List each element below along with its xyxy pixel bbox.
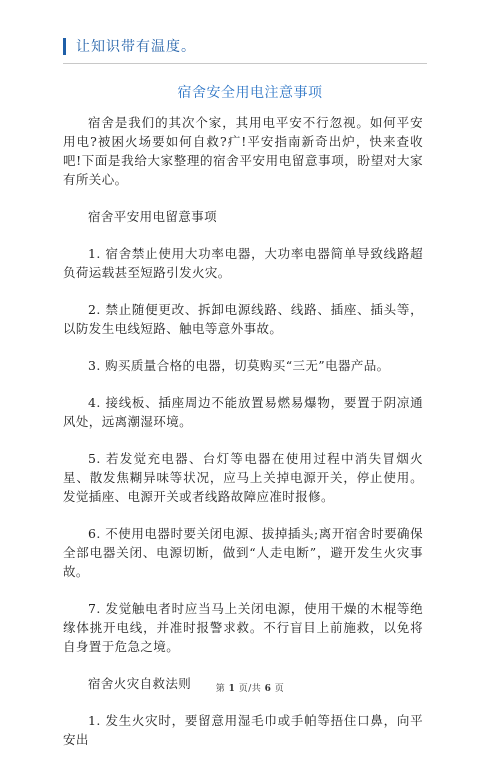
- footer-page-middle: 页/共: [238, 684, 262, 694]
- document-body: [63, 113, 423, 767]
- list-item: 5. 若发觉充电器、台灯等电器在使用过程中消失冒烟火星、散发焦糊异味等状况，应马上关掉电源开关，停止使用。发觉插座、电源开关或者线路故障应准时报修。: [63, 451, 423, 504]
- list-item: 1. 宿舍禁止使用大功率电器，大功率电器简单导致线路超负荷运载甚至短路引发火灾。: [63, 246, 423, 280]
- section-heading-fire-escape: 宿舍火灾自救法则: [88, 676, 192, 691]
- intro-paragraph: 宿舍是我们的其次个家，其用电平安不行忽视。如何平安用电?被困火场要如何自救?疒!平安指南新奇出炉，快来查收吧!下面是我给大家整理的宿舍平安用电留意事项，盼望对大家有所关心。: [63, 115, 423, 187]
- list-item: 7. 发觉触电者时应当马上关闭电源，使用干燥的木棍等绝缘体挑开电线，并准时报警求救。不行盲目上前施救，以免将自身置于危急之境。: [63, 601, 423, 654]
- footer-page-total: 6: [264, 684, 272, 694]
- header-divider: [63, 63, 427, 64]
- list-item: 3. 购买质量合格的电器，切莫购买“三无”电器产品。: [88, 358, 390, 373]
- header-accent-bar: [63, 38, 66, 55]
- list-item: 1. 发生火灾时，要留意用湿毛巾或手帕等捂住口鼻，向平安出: [63, 713, 423, 747]
- footer-page-prefix: 第: [215, 684, 226, 694]
- page-header: [63, 36, 196, 56]
- page-footer: [0, 681, 500, 694]
- document-title: 宿舍安全用电注意事项: [177, 85, 323, 101]
- list-item: 6. 不使用电器时要关闭电源、拔掉插头;离开宿舍时要确保全部电器关闭、电源切断，做到“人走电断”，避开发生火灾事故。: [63, 526, 423, 579]
- section-heading-electric-safety: 宿舍平安用电留意事项: [88, 209, 218, 224]
- header-slogan: 让知识带有温度。: [76, 39, 196, 55]
- footer-page-suffix: 页: [274, 684, 285, 694]
- list-item: 2. 禁止随便更改、拆卸电源线路、线路、插座、插头等，以防发生电线短路、触电等意外事故。: [63, 302, 423, 336]
- list-item: 4. 接线板、插座周边不能放置易燃易爆物，要置于阴凉通风处，远离潮湿环境。: [63, 395, 423, 429]
- footer-page-current: 1: [228, 684, 236, 694]
